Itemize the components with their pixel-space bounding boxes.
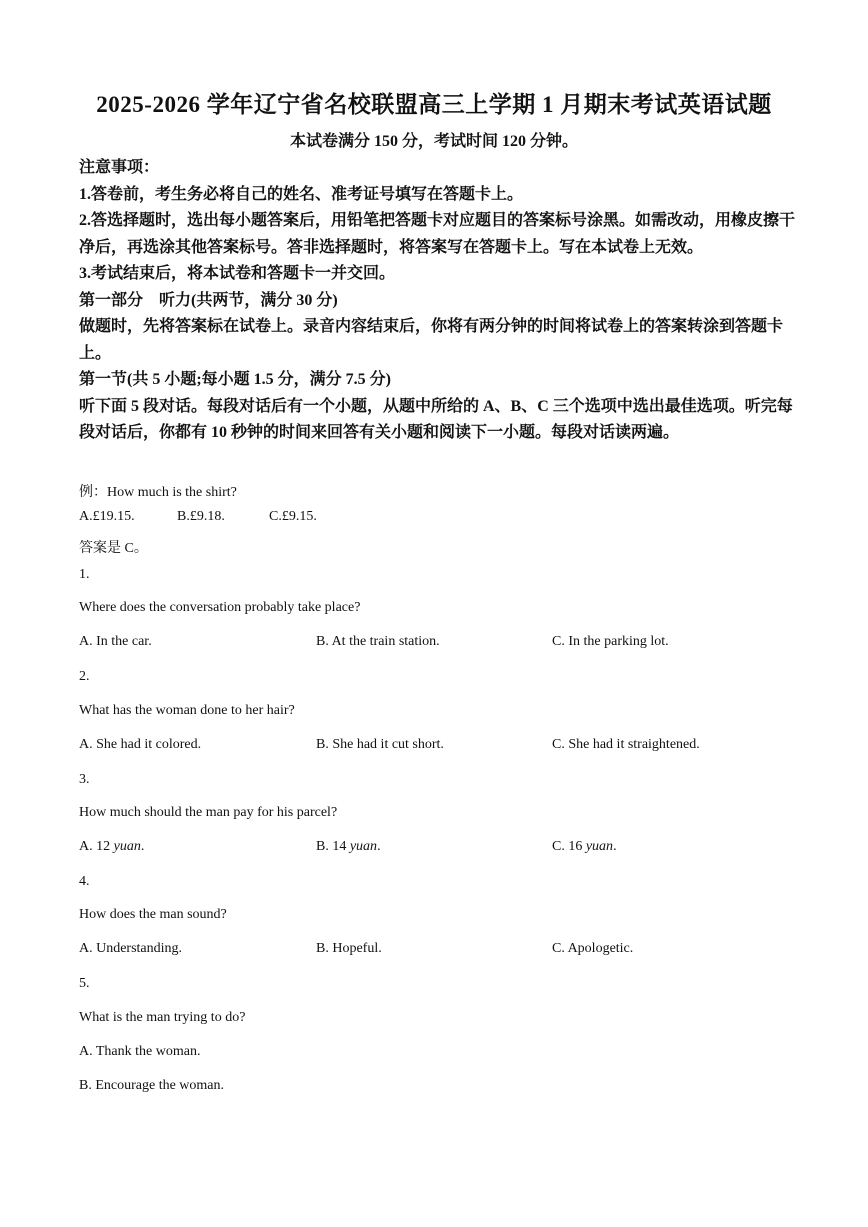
- instruction-item: 3.考试结束后，将本试卷和答题卡一并交回。: [79, 265, 396, 282]
- option-b: B. 14 yuan.: [316, 839, 381, 854]
- question-number: 5.: [79, 976, 90, 991]
- question-number: 1.: [79, 567, 90, 582]
- section-instruction: 做题时，先将答案标在试卷上。录音内容结束后，你将有两分钟的时间将试卷上的答案转涂到答题卡上。: [79, 318, 784, 362]
- question-text: How does the man sound?: [79, 907, 227, 922]
- question-text: What has the woman done to her hair?: [79, 703, 295, 718]
- option-a: A. Understanding.: [79, 941, 183, 956]
- example-question: 例：How much is the shirt?: [79, 485, 237, 500]
- instruction-item: 2.答选择题时，选出每小题答案后，用铅笔把答题卡对应题目的答案标号涂黑。如需改动，用橡皮擦干净后，再选涂其他答案标号。答非选择题时，将答案写在答题卡上。写在本试卷上无效。: [79, 212, 796, 256]
- option-b: B. She had it cut short.: [316, 737, 444, 752]
- question-options: [79, 839, 799, 859]
- option-c: C. In the parking lot.: [552, 634, 669, 649]
- exam-subtitle: 本试卷满分 150 分，考试时间 120 分钟。: [289, 133, 578, 150]
- section-heading: 第一部分 听力(共两节，满分 30 分): [79, 291, 338, 309]
- example-option: B.£9.18.: [177, 509, 225, 524]
- option-b: B. Hopeful.: [316, 941, 382, 956]
- subsection-heading: 第一节(共 5 小题;每小题 1.5 分，满分 7.5 分): [79, 371, 391, 388]
- option-c: C. She had it straightened.: [552, 737, 700, 752]
- subsection-instruction: 听下面 5 段对话。每段对话后有一个小题，从题中所给的 A、B、C 三个选项中选出最佳选项。听完每段对话后，你都有 10 秒钟的时间来回答有关小题和阅读下一小题。每段对话读两遍。: [79, 397, 793, 441]
- question-text: What is the man trying to do?: [79, 1010, 246, 1025]
- option-c: C. Apologetic.: [552, 941, 634, 956]
- instructions-block: [79, 155, 799, 447]
- option-b: B. Encourage the woman.: [79, 1078, 225, 1093]
- example-options: [79, 509, 799, 529]
- question-options: [79, 941, 799, 961]
- example-option: A.£19.15.: [79, 509, 135, 524]
- option-a: A. Thank the woman.: [79, 1044, 201, 1059]
- question-options: [79, 737, 799, 757]
- option-a: A. In the car.: [79, 634, 152, 649]
- question-number: 2.: [79, 669, 90, 684]
- question-text: Where does the conversation probably take place?: [79, 600, 361, 615]
- option-c: C. 16 yuan.: [552, 839, 617, 854]
- instruction-item: 1.答卷前，考生务必将自己的姓名、准考证号填写在答题卡上。: [79, 185, 524, 203]
- question-text: How much should the man pay for his parcel?: [79, 805, 338, 820]
- question-number: 3.: [79, 772, 90, 787]
- option-a: A. 12 yuan.: [79, 839, 145, 854]
- instructions-heading: 注意事项：: [79, 159, 160, 176]
- example-answer: 答案是 C。: [79, 541, 148, 556]
- question-number: 4.: [79, 874, 90, 889]
- option-a: A. She had it colored.: [79, 737, 202, 752]
- option-b: B. At the train station.: [316, 634, 440, 649]
- question-options: [79, 634, 799, 654]
- example-option: C.£9.15.: [269, 509, 317, 524]
- page-title: 2025-2026 学年辽宁省名校联盟高三上学期 1 月期末考试英语试题: [96, 92, 772, 117]
